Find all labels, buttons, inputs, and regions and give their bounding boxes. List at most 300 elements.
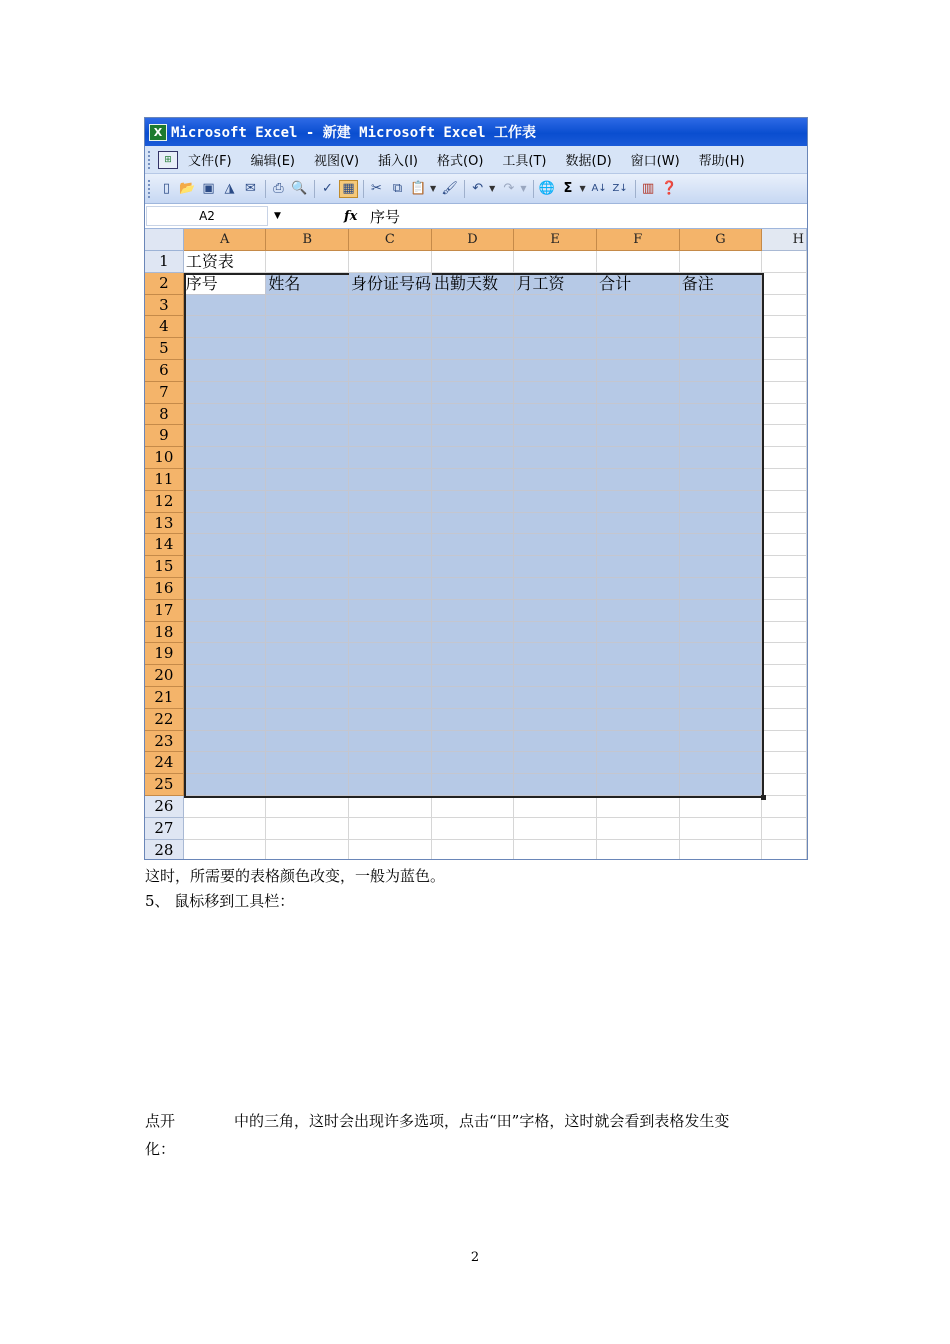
cell-f20[interactable]: [597, 665, 680, 687]
row-header-2[interactable]: 2: [145, 273, 184, 295]
cell-d9[interactable]: [432, 425, 515, 447]
menu-tools[interactable]: 工具(T): [502, 154, 547, 169]
cell-g23[interactable]: [680, 731, 763, 753]
cell-d7[interactable]: [432, 382, 515, 404]
cell-c12[interactable]: [349, 491, 432, 513]
cell-g4[interactable]: [680, 316, 763, 338]
cell-h2[interactable]: [762, 273, 807, 295]
print-icon[interactable]: ⎙: [273, 181, 284, 196]
cell-f16[interactable]: [597, 578, 680, 600]
menu-window[interactable]: 窗口(W): [630, 154, 680, 169]
cell-e5[interactable]: [514, 338, 597, 360]
row-header-22[interactable]: 22: [145, 709, 184, 731]
row-header-10[interactable]: 10: [145, 447, 184, 469]
cell-a24[interactable]: [184, 752, 267, 774]
cell-f9[interactable]: [597, 425, 680, 447]
cell-d4[interactable]: [432, 316, 515, 338]
workbook-icon[interactable]: ⊞: [158, 151, 178, 169]
redo-icon[interactable]: ↷: [503, 181, 515, 196]
cell-a27[interactable]: [184, 818, 267, 840]
hyperlink-icon[interactable]: 🌐: [538, 181, 556, 196]
cell-f4[interactable]: [597, 316, 680, 338]
cell-a5[interactable]: [184, 338, 267, 360]
autosum-dropdown-icon[interactable]: ▼: [579, 184, 586, 193]
cell-g1[interactable]: [680, 251, 763, 273]
cell-e13[interactable]: [514, 513, 597, 535]
cell-f1[interactable]: [597, 251, 680, 273]
cell-g3[interactable]: [680, 295, 763, 317]
cell-g12[interactable]: [680, 491, 763, 513]
cell-e27[interactable]: [514, 818, 597, 840]
cell-b12[interactable]: [266, 491, 349, 513]
cell-b26[interactable]: [266, 796, 349, 818]
cell-e12[interactable]: [514, 491, 597, 513]
cell-h22[interactable]: [762, 709, 807, 731]
cell-g11[interactable]: [680, 469, 763, 491]
cell-b15[interactable]: [266, 556, 349, 578]
cell-c18[interactable]: [349, 622, 432, 644]
column-header-c[interactable]: C: [349, 229, 432, 251]
menu-file[interactable]: 文件(F): [188, 154, 232, 169]
row-header-6[interactable]: 6: [145, 360, 184, 382]
cell-g27[interactable]: [680, 818, 763, 840]
cell-h17[interactable]: [762, 600, 807, 622]
cell-c10[interactable]: [349, 447, 432, 469]
cell-g9[interactable]: [680, 425, 763, 447]
cell-b1[interactable]: [266, 251, 349, 273]
cell-a21[interactable]: [184, 687, 267, 709]
cell-e9[interactable]: [514, 425, 597, 447]
cell-b6[interactable]: [266, 360, 349, 382]
sort-ascending-icon[interactable]: A↓: [591, 183, 607, 194]
row-header-3[interactable]: 3: [145, 295, 184, 317]
new-icon[interactable]: ▯: [162, 181, 171, 196]
cell-f24[interactable]: [597, 752, 680, 774]
cell-d23[interactable]: [432, 731, 515, 753]
cell-h25[interactable]: [762, 774, 807, 796]
cell-e3[interactable]: [514, 295, 597, 317]
column-header-f[interactable]: F: [597, 229, 680, 251]
cell-f26[interactable]: [597, 796, 680, 818]
cell-b24[interactable]: [266, 752, 349, 774]
cell-f28[interactable]: [597, 840, 680, 860]
menu-help[interactable]: 帮助(H): [698, 154, 745, 169]
cell-d15[interactable]: [432, 556, 515, 578]
cell-f11[interactable]: [597, 469, 680, 491]
cell-c4[interactable]: [349, 316, 432, 338]
column-header-a[interactable]: A: [184, 229, 267, 251]
row-header-27[interactable]: 27: [145, 818, 184, 840]
menu-insert[interactable]: 插入(I): [378, 154, 419, 169]
cell-h8[interactable]: [762, 404, 807, 426]
cell-f15[interactable]: [597, 556, 680, 578]
row-header-26[interactable]: 26: [145, 796, 184, 818]
cell-c6[interactable]: [349, 360, 432, 382]
undo-icon[interactable]: ↶: [472, 181, 484, 196]
cell-e10[interactable]: [514, 447, 597, 469]
column-header-e[interactable]: E: [514, 229, 597, 251]
cell-d25[interactable]: [432, 774, 515, 796]
row-header-1[interactable]: 1: [145, 251, 184, 273]
cell-d2[interactable]: 出勤天数: [432, 273, 515, 295]
cell-e20[interactable]: [514, 665, 597, 687]
cell-c25[interactable]: [349, 774, 432, 796]
cell-e7[interactable]: [514, 382, 597, 404]
cell-a8[interactable]: [184, 404, 267, 426]
cell-a9[interactable]: [184, 425, 267, 447]
cell-e18[interactable]: [514, 622, 597, 644]
cell-h20[interactable]: [762, 665, 807, 687]
cell-h7[interactable]: [762, 382, 807, 404]
save-icon[interactable]: ▣: [202, 181, 215, 196]
cell-h19[interactable]: [762, 643, 807, 665]
cell-g14[interactable]: [680, 534, 763, 556]
cell-d27[interactable]: [432, 818, 515, 840]
cell-c28[interactable]: [349, 840, 432, 860]
cell-c21[interactable]: [349, 687, 432, 709]
cell-b13[interactable]: [266, 513, 349, 535]
cell-a20[interactable]: [184, 665, 267, 687]
cell-e16[interactable]: [514, 578, 597, 600]
column-header-g[interactable]: G: [680, 229, 763, 251]
cell-g6[interactable]: [680, 360, 763, 382]
cell-b28[interactable]: [266, 840, 349, 860]
row-header-18[interactable]: 18: [145, 622, 184, 644]
cell-h10[interactable]: [762, 447, 807, 469]
cell-f12[interactable]: [597, 491, 680, 513]
cell-h9[interactable]: [762, 425, 807, 447]
cell-a3[interactable]: [184, 295, 267, 317]
cell-b20[interactable]: [266, 665, 349, 687]
cell-d5[interactable]: [432, 338, 515, 360]
email-icon[interactable]: ✉: [245, 181, 256, 196]
column-header-b[interactable]: B: [266, 229, 349, 251]
cell-a1[interactable]: 工资表: [184, 251, 267, 273]
cell-h3[interactable]: [762, 295, 807, 317]
undo-dropdown-icon[interactable]: ▼: [489, 184, 496, 193]
cell-h18[interactable]: [762, 622, 807, 644]
cell-f17[interactable]: [597, 600, 680, 622]
cell-h12[interactable]: [762, 491, 807, 513]
cell-b22[interactable]: [266, 709, 349, 731]
cell-g19[interactable]: [680, 643, 763, 665]
cell-c14[interactable]: [349, 534, 432, 556]
row-header-23[interactable]: 23: [145, 731, 184, 753]
cell-e22[interactable]: [514, 709, 597, 731]
cell-f3[interactable]: [597, 295, 680, 317]
cell-b23[interactable]: [266, 731, 349, 753]
cell-a12[interactable]: [184, 491, 267, 513]
cell-d24[interactable]: [432, 752, 515, 774]
cell-e2[interactable]: 月工资: [515, 273, 598, 295]
cell-b10[interactable]: [266, 447, 349, 469]
cell-e21[interactable]: [514, 687, 597, 709]
cut-icon[interactable]: ✂: [371, 181, 382, 196]
cell-d11[interactable]: [432, 469, 515, 491]
cell-h13[interactable]: [762, 513, 807, 535]
cell-h4[interactable]: [762, 316, 807, 338]
cell-h15[interactable]: [762, 556, 807, 578]
row-header-25[interactable]: 25: [145, 774, 184, 796]
row-header-4[interactable]: 4: [145, 316, 184, 338]
cell-h11[interactable]: [762, 469, 807, 491]
cell-e28[interactable]: [514, 840, 597, 860]
cell-c19[interactable]: [349, 643, 432, 665]
cell-d12[interactable]: [432, 491, 515, 513]
cell-e24[interactable]: [514, 752, 597, 774]
formula-input[interactable]: 序号: [370, 207, 401, 226]
cell-a11[interactable]: [184, 469, 267, 491]
cell-g20[interactable]: [680, 665, 763, 687]
cell-d16[interactable]: [432, 578, 515, 600]
row-header-11[interactable]: 11: [145, 469, 184, 491]
permission-icon[interactable]: ◮: [224, 181, 235, 196]
cell-f21[interactable]: [597, 687, 680, 709]
cell-f13[interactable]: [597, 513, 680, 535]
cell-e15[interactable]: [514, 556, 597, 578]
cell-b8[interactable]: [266, 404, 349, 426]
name-box[interactable]: A2: [146, 206, 268, 226]
sort-descending-icon[interactable]: Z↓: [612, 183, 628, 194]
research-icon[interactable]: ▦: [339, 180, 358, 198]
row-header-19[interactable]: 19: [145, 643, 184, 665]
cell-a16[interactable]: [184, 578, 267, 600]
cell-b27[interactable]: [266, 818, 349, 840]
cell-b21[interactable]: [266, 687, 349, 709]
cell-c20[interactable]: [349, 665, 432, 687]
cell-f14[interactable]: [597, 534, 680, 556]
worksheet-grid[interactable]: [145, 229, 807, 860]
cell-d28[interactable]: [432, 840, 515, 860]
column-header-h[interactable]: H: [762, 229, 807, 251]
row-header-13[interactable]: 13: [145, 513, 184, 535]
select-all-corner[interactable]: [145, 229, 184, 251]
row-header-28[interactable]: 28: [145, 840, 184, 860]
menu-format[interactable]: 格式(O): [437, 154, 484, 169]
row-header-8[interactable]: 8: [145, 404, 184, 426]
cell-a2[interactable]: 序号: [184, 273, 267, 295]
cell-d22[interactable]: [432, 709, 515, 731]
cell-h28[interactable]: [762, 840, 807, 860]
cell-g5[interactable]: [680, 338, 763, 360]
row-header-24[interactable]: 24: [145, 752, 184, 774]
cell-g8[interactable]: [680, 404, 763, 426]
cell-c15[interactable]: [349, 556, 432, 578]
cell-g25[interactable]: [680, 774, 763, 796]
autosum-icon[interactable]: Σ: [563, 181, 573, 196]
cell-d14[interactable]: [432, 534, 515, 556]
cell-e4[interactable]: [514, 316, 597, 338]
cell-a19[interactable]: [184, 643, 267, 665]
cell-e26[interactable]: [514, 796, 597, 818]
cell-b16[interactable]: [266, 578, 349, 600]
cell-b25[interactable]: [266, 774, 349, 796]
cell-h23[interactable]: [762, 731, 807, 753]
cell-g16[interactable]: [680, 578, 763, 600]
cell-f10[interactable]: [597, 447, 680, 469]
cell-b11[interactable]: [266, 469, 349, 491]
row-header-14[interactable]: 14: [145, 534, 184, 556]
row-header-7[interactable]: 7: [145, 382, 184, 404]
cell-a18[interactable]: [184, 622, 267, 644]
cell-g13[interactable]: [680, 513, 763, 535]
cell-e17[interactable]: [514, 600, 597, 622]
cell-e6[interactable]: [514, 360, 597, 382]
paste-dropdown-icon[interactable]: ▼: [430, 184, 437, 193]
cell-e1[interactable]: [514, 251, 597, 273]
cell-h26[interactable]: [762, 796, 807, 818]
cell-f18[interactable]: [597, 622, 680, 644]
cell-c7[interactable]: [349, 382, 432, 404]
cell-d8[interactable]: [432, 404, 515, 426]
cell-e11[interactable]: [514, 469, 597, 491]
cell-g18[interactable]: [680, 622, 763, 644]
cell-b2[interactable]: 姓名: [266, 273, 349, 295]
cell-b14[interactable]: [266, 534, 349, 556]
cell-c24[interactable]: [349, 752, 432, 774]
row-header-9[interactable]: 9: [145, 425, 184, 447]
cell-f6[interactable]: [597, 360, 680, 382]
column-header-d[interactable]: D: [432, 229, 515, 251]
cell-c8[interactable]: [349, 404, 432, 426]
cell-a17[interactable]: [184, 600, 267, 622]
cell-g17[interactable]: [680, 600, 763, 622]
cell-c1[interactable]: [349, 251, 432, 273]
cell-a15[interactable]: [184, 556, 267, 578]
cell-h27[interactable]: [762, 818, 807, 840]
cell-d26[interactable]: [432, 796, 515, 818]
cell-d20[interactable]: [432, 665, 515, 687]
paste-icon[interactable]: 📋: [410, 181, 427, 196]
cell-a6[interactable]: [184, 360, 267, 382]
cell-a25[interactable]: [184, 774, 267, 796]
open-icon[interactable]: 📂: [179, 181, 196, 196]
chart-wizard-icon[interactable]: ▥: [641, 181, 655, 196]
cell-b3[interactable]: [266, 295, 349, 317]
cell-d17[interactable]: [432, 600, 515, 622]
row-header-17[interactable]: 17: [145, 600, 184, 622]
row-header-15[interactable]: 15: [145, 556, 184, 578]
copy-icon[interactable]: ⧉: [392, 181, 403, 196]
menu-data[interactable]: 数据(D): [565, 154, 612, 169]
cell-c22[interactable]: [349, 709, 432, 731]
cell-a10[interactable]: [184, 447, 267, 469]
cell-b17[interactable]: [266, 600, 349, 622]
cell-g21[interactable]: [680, 687, 763, 709]
cell-b19[interactable]: [266, 643, 349, 665]
cell-c17[interactable]: [349, 600, 432, 622]
cell-h21[interactable]: [762, 687, 807, 709]
help-icon[interactable]: ❓: [661, 181, 678, 196]
cell-a7[interactable]: [184, 382, 267, 404]
cell-d18[interactable]: [432, 622, 515, 644]
row-header-21[interactable]: 21: [145, 687, 184, 709]
cell-e8[interactable]: [514, 404, 597, 426]
cell-c27[interactable]: [349, 818, 432, 840]
cell-d13[interactable]: [432, 513, 515, 535]
cell-a28[interactable]: [184, 840, 267, 860]
row-header-5[interactable]: 5: [145, 338, 184, 360]
cell-b7[interactable]: [266, 382, 349, 404]
cell-b18[interactable]: [266, 622, 349, 644]
cell-f19[interactable]: [597, 643, 680, 665]
cell-c3[interactable]: [349, 295, 432, 317]
cell-e23[interactable]: [514, 731, 597, 753]
cell-f7[interactable]: [597, 382, 680, 404]
cell-d10[interactable]: [432, 447, 515, 469]
menu-edit[interactable]: 编辑(E): [250, 154, 295, 169]
cell-h14[interactable]: [762, 534, 807, 556]
cell-d3[interactable]: [432, 295, 515, 317]
cell-g15[interactable]: [680, 556, 763, 578]
cell-d21[interactable]: [432, 687, 515, 709]
cell-a4[interactable]: [184, 316, 267, 338]
cell-d6[interactable]: [432, 360, 515, 382]
spelling-icon[interactable]: ✓: [322, 181, 333, 196]
row-header-16[interactable]: 16: [145, 578, 184, 600]
format-painter-icon[interactable]: 🖌: [441, 181, 458, 196]
cell-a22[interactable]: [184, 709, 267, 731]
cell-c2[interactable]: 身份证号码: [350, 273, 431, 293]
cell-h24[interactable]: [762, 752, 807, 774]
cell-f8[interactable]: [597, 404, 680, 426]
row-header-12[interactable]: 12: [145, 491, 184, 513]
cell-c23[interactable]: [349, 731, 432, 753]
cell-h6[interactable]: [762, 360, 807, 382]
cell-c16[interactable]: [349, 578, 432, 600]
cell-g7[interactable]: [680, 382, 763, 404]
cell-g28[interactable]: [680, 840, 763, 860]
cell-a26[interactable]: [184, 796, 267, 818]
cell-c13[interactable]: [349, 513, 432, 535]
insert-function-icon[interactable]: fx: [344, 208, 358, 224]
cell-c26[interactable]: [349, 796, 432, 818]
name-box-dropdown-icon[interactable]: ▼: [274, 211, 281, 221]
cell-c9[interactable]: [349, 425, 432, 447]
cell-f2[interactable]: 合计: [597, 273, 680, 295]
row-header-20[interactable]: 20: [145, 665, 184, 687]
cell-f5[interactable]: [597, 338, 680, 360]
cell-g24[interactable]: [680, 752, 763, 774]
cell-d19[interactable]: [432, 643, 515, 665]
cell-e25[interactable]: [514, 774, 597, 796]
cell-c5[interactable]: [349, 338, 432, 360]
cell-f27[interactable]: [597, 818, 680, 840]
cell-f25[interactable]: [597, 774, 680, 796]
cell-d1[interactable]: [432, 251, 515, 273]
cell-e14[interactable]: [514, 534, 597, 556]
cell-c11[interactable]: [349, 469, 432, 491]
cell-h5[interactable]: [762, 338, 807, 360]
cell-g22[interactable]: [680, 709, 763, 731]
cell-g2[interactable]: 备注: [680, 273, 763, 295]
cell-g10[interactable]: [680, 447, 763, 469]
cell-a14[interactable]: [184, 534, 267, 556]
cell-b9[interactable]: [266, 425, 349, 447]
cell-a23[interactable]: [184, 731, 267, 753]
print-preview-icon[interactable]: 🔍: [291, 181, 308, 196]
redo-dropdown-icon[interactable]: ▼: [520, 184, 527, 193]
cell-b5[interactable]: [266, 338, 349, 360]
cell-h16[interactable]: [762, 578, 807, 600]
cell-a13[interactable]: [184, 513, 267, 535]
cell-b4[interactable]: [266, 316, 349, 338]
cell-f22[interactable]: [597, 709, 680, 731]
cell-e19[interactable]: [514, 643, 597, 665]
cell-f23[interactable]: [597, 731, 680, 753]
cell-h1[interactable]: [762, 251, 807, 273]
menu-view[interactable]: 视图(V): [313, 154, 360, 169]
